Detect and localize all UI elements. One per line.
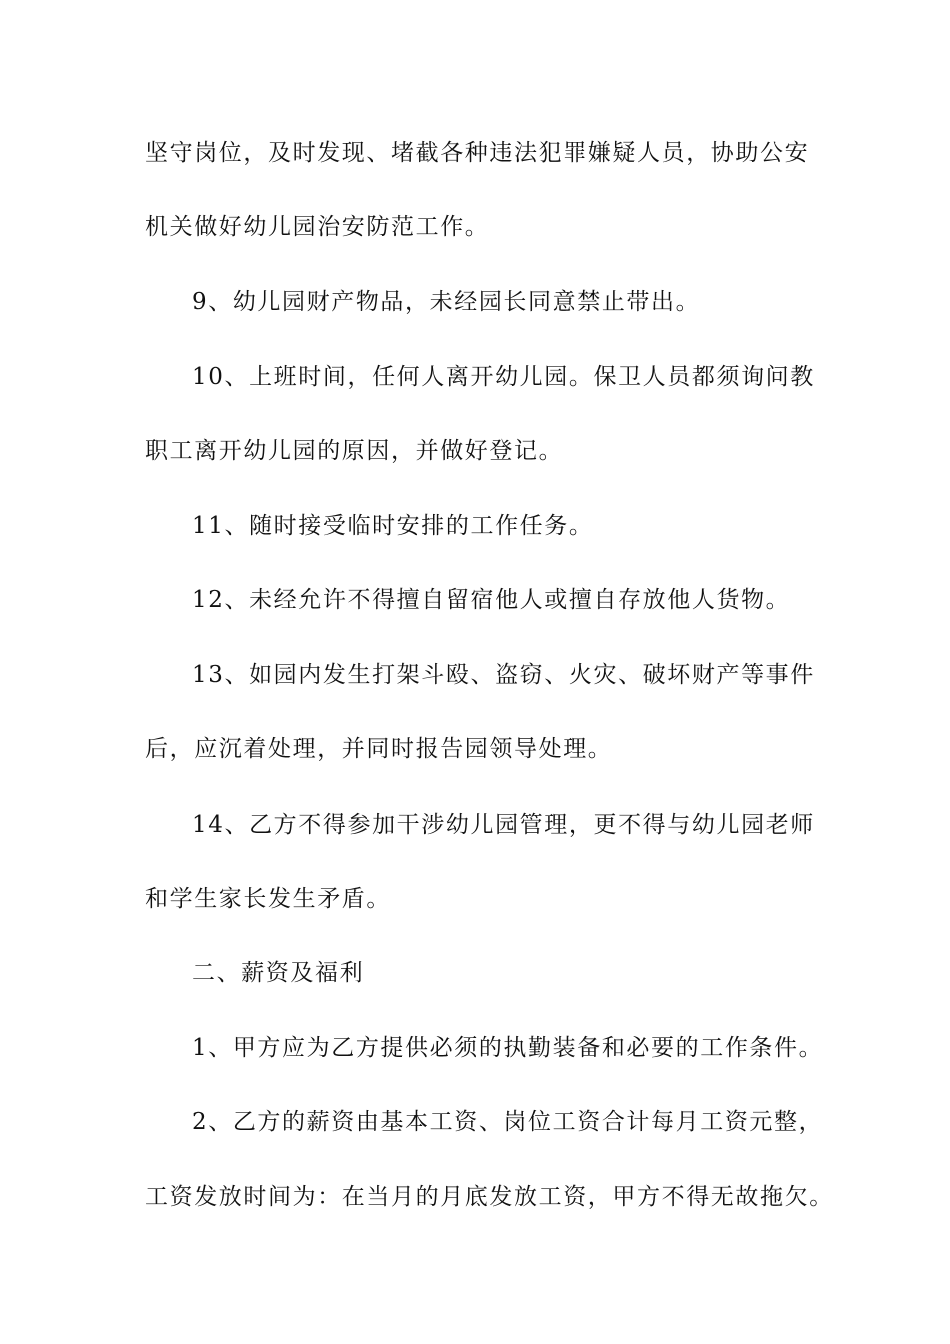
- paragraph-line: 12、未经允许不得擅自留宿他人或擅自存放他人货物。: [192, 587, 791, 613]
- paragraph-line: 和学生家长发生矛盾。: [145, 886, 391, 912]
- paragraph-line: 2、乙方的薪资由基本工资、岗位工资合计每月工资元整，: [192, 1109, 824, 1135]
- paragraph-line: 职工离开幼儿园的原因，并做好登记。: [145, 438, 564, 464]
- paragraph-line: 后，应沉着处理，并同时报告园领导处理。: [145, 736, 613, 762]
- paragraph-line: 13、如园内发生打架斗殴、盗窃、火灾、破坏财产等事件: [192, 662, 815, 688]
- paragraph-line: 1、甲方应为乙方提供必须的执勤装备和必要的工作条件。: [192, 1035, 824, 1061]
- paragraph-line: 机关做好幼儿园治安防范工作。: [145, 214, 490, 240]
- section-heading: 二、薪资及福利: [192, 960, 365, 986]
- paragraph-line: 坚守岗位，及时发现、堵截各种违法犯罪嫌疑人员，协助公安: [145, 140, 810, 166]
- paragraph-line: 9、幼儿园财产物品，未经园长同意禁止带出。: [192, 289, 701, 315]
- paragraph-line: 11、随时接受临时安排的工作任务。: [192, 513, 594, 539]
- paragraph-line: 14、乙方不得参加干涉幼儿园管理，更不得与幼儿园老师: [192, 812, 815, 838]
- paragraph-line: 10、上班时间，任何人离开幼儿园。保卫人员都须询问教: [192, 364, 815, 390]
- paragraph-line: 工资发放时间为：在当月的月底发放工资，甲方不得无故拖欠。: [145, 1184, 834, 1210]
